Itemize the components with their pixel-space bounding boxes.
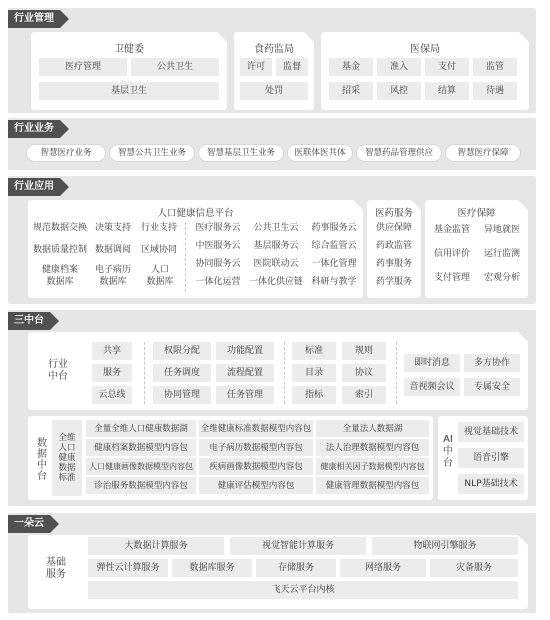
item-settlement: 结算 bbox=[425, 82, 469, 100]
medical-security-panel bbox=[425, 200, 528, 298]
elastic-compute-service: 弹性云计算服务 bbox=[88, 559, 168, 577]
disaster-recovery-service: 灾备服务 bbox=[430, 559, 518, 577]
item-public-health: 公共卫生 bbox=[131, 58, 219, 76]
data-cell-3-0: 诊治服务数据模型内容包 bbox=[86, 477, 196, 494]
mid-av-meeting: 音视频会议 bbox=[404, 378, 460, 396]
data-cell-3-1: 健康评估模型内容包 bbox=[199, 477, 313, 494]
data-cell-3-2: 健康管理数据模型内容包 bbox=[316, 477, 429, 494]
item-supervision: 监督 bbox=[276, 58, 308, 76]
cloud-tag: 一朵云 bbox=[8, 515, 50, 533]
integrated-supply-chain: 一体化供应链 bbox=[248, 277, 303, 287]
mid-instant-message: 即时消息 bbox=[404, 354, 460, 372]
mid-index: 索引 bbox=[342, 386, 386, 404]
cloud-collab: 协同服务云 bbox=[195, 259, 241, 269]
mid-divider-2 bbox=[284, 342, 285, 404]
vision-compute-service: 视觉智能计算服务 bbox=[230, 537, 366, 555]
population-platform-title: 人口健康信息平台 bbox=[157, 208, 234, 219]
item-procurement: 招采 bbox=[329, 82, 373, 100]
industry-middle-label bbox=[38, 359, 78, 383]
ai-nlp-tech: NLP基础技术 bbox=[458, 474, 524, 494]
data-cell-1-1: 电子病历数据模型内容包 bbox=[199, 439, 313, 456]
health-commission-title: 卫健委 bbox=[114, 44, 144, 55]
app-health-record-db-label: 健康档案 数据库 bbox=[41, 265, 78, 287]
medical-insurance-panel bbox=[321, 32, 529, 110]
item-penalty: 处罚 bbox=[240, 82, 308, 100]
item-medical-management: 医疗管理 bbox=[39, 58, 127, 76]
data-cell-2-0: 人口健康画像数据模型内容包 bbox=[86, 458, 196, 475]
app-regional-collab: 区域协同 bbox=[140, 245, 177, 255]
industry-apps-section bbox=[8, 176, 536, 304]
app-population-db-label: 人口 数据库 bbox=[146, 265, 174, 287]
mid-divider-3 bbox=[396, 342, 397, 404]
remote-treatment: 异地就医 bbox=[483, 225, 520, 235]
data-standard-label bbox=[52, 420, 82, 496]
app-population-db bbox=[140, 264, 180, 288]
mid-catalog: 目录 bbox=[292, 364, 336, 382]
credit-evaluation: 信用评价 bbox=[433, 249, 470, 259]
food-drug-title: 食药监局 bbox=[254, 44, 294, 55]
macro-analysis: 宏观分析 bbox=[483, 273, 520, 283]
platform-divider bbox=[185, 222, 186, 292]
research-teaching: 科研与教学 bbox=[311, 277, 357, 287]
mid-standard: 标准 bbox=[292, 342, 336, 360]
business-smart-primary-health: 智慧基层卫生业务 bbox=[198, 144, 284, 162]
iot-engine-service: 物联网引擎服务 bbox=[372, 537, 518, 555]
data-cell-0-2: 全量法人数据湖 bbox=[316, 420, 429, 437]
drug-regulation: 药政监管 bbox=[375, 241, 412, 251]
integrated-management: 一体化管理 bbox=[311, 259, 357, 269]
item-risk-control: 风控 bbox=[377, 82, 421, 100]
mid-multi-collab: 多方协作 bbox=[464, 354, 520, 372]
data-middle-panel bbox=[28, 416, 433, 500]
cloud-primary: 基层服务云 bbox=[253, 241, 299, 251]
mid-task-schedule: 任务调度 bbox=[153, 364, 211, 382]
mid-rule: 规则 bbox=[342, 342, 386, 360]
business-smart-public-health: 智慧公共卫生业务 bbox=[109, 144, 195, 162]
mid-indicator: 指标 bbox=[292, 386, 336, 404]
integrated-operation: 一体化运营 bbox=[195, 277, 241, 287]
cloud-supervision: 综合监管云 bbox=[311, 241, 357, 251]
industry-management-tag: 行业管理 bbox=[8, 10, 60, 28]
cloud-label bbox=[34, 557, 78, 581]
payment-management: 支付管理 bbox=[433, 273, 470, 283]
business-smart-medical-security: 智慧医疗保障 bbox=[445, 144, 521, 162]
three-platforms-section bbox=[8, 310, 536, 506]
mid-permission: 权限分配 bbox=[153, 342, 211, 360]
app-emr-db-label: 电子病历 数据库 bbox=[94, 265, 131, 287]
app-data-exchange: 规范数据交换 bbox=[32, 223, 87, 233]
mid-share: 共享 bbox=[92, 342, 132, 360]
mid-cloud-bus: 云总线 bbox=[92, 386, 132, 404]
data-middle-label: 数据中台 bbox=[37, 438, 47, 482]
cloud-pharmacy: 药事服务云 bbox=[311, 223, 357, 233]
industry-middle-panel bbox=[28, 332, 528, 410]
cloud-label-text: 基础 服务 bbox=[46, 557, 66, 580]
medical-insurance-title: 医保局 bbox=[410, 44, 440, 55]
health-commission-panel bbox=[31, 32, 227, 110]
mid-protocol: 协议 bbox=[342, 364, 386, 382]
ai-speech-engine: 语音引擎 bbox=[458, 448, 524, 468]
industry-business-tag: 行业业务 bbox=[8, 120, 60, 138]
mid-task-management: 任务管理 bbox=[216, 386, 274, 404]
data-cell-0-1: 全维健康标准数据模型内容包 bbox=[199, 420, 313, 437]
feitian-kernel: 飞天云平台内核 bbox=[88, 581, 518, 599]
app-decision-support: 决策支持 bbox=[94, 223, 131, 233]
app-health-record-db bbox=[32, 264, 88, 288]
pharmacy-service: 药学服务 bbox=[375, 277, 412, 287]
mid-service: 服务 bbox=[92, 364, 132, 382]
ai-vision-tech: 视觉基础技术 bbox=[458, 422, 524, 442]
data-cell-2-2: 健康相关因子数据模型内容包 bbox=[316, 458, 429, 475]
medical-security-title: 医疗保障 bbox=[457, 208, 496, 219]
cloud-section bbox=[8, 513, 536, 613]
cloud-panel bbox=[28, 535, 528, 609]
mid-function-config: 功能配置 bbox=[216, 342, 274, 360]
database-service: 数据库服务 bbox=[172, 559, 252, 577]
mid-divider-1 bbox=[144, 342, 145, 404]
fund-supervision: 基金监管 bbox=[433, 225, 470, 235]
app-data-quality: 数据质量控制 bbox=[32, 245, 87, 255]
industry-business-section bbox=[8, 118, 536, 170]
mid-collab-management: 协同管理 bbox=[153, 386, 211, 404]
item-regulation: 监管 bbox=[473, 58, 517, 76]
population-platform-panel bbox=[28, 200, 363, 298]
business-smart-medical: 智慧医疗业务 bbox=[26, 144, 106, 162]
item-primary-health: 基层卫生 bbox=[39, 82, 219, 100]
item-license: 许可 bbox=[240, 58, 272, 76]
ai-middle-label: AI中台 bbox=[443, 434, 453, 469]
mid-dedicated-security: 专属安全 bbox=[464, 378, 520, 396]
app-data-access: 数据调阅 bbox=[94, 245, 131, 255]
network-service: 网络服务 bbox=[340, 559, 426, 577]
app-emr-db bbox=[88, 264, 138, 288]
three-platforms-tag: 三中台 bbox=[8, 312, 50, 330]
industry-management-section bbox=[8, 8, 536, 113]
item-fund: 基金 bbox=[329, 58, 373, 76]
food-drug-panel bbox=[234, 32, 314, 110]
cloud-medical-service: 医疗服务云 bbox=[195, 223, 241, 233]
drug-services-title: 医药服务 bbox=[374, 208, 413, 219]
operation-monitoring: 运行监测 bbox=[483, 249, 520, 259]
data-cell-1-0: 健康档案数据模型内容包 bbox=[86, 439, 196, 456]
app-industry-support: 行业支持 bbox=[140, 223, 177, 233]
data-standard-label-text: 全维人口健康数据标准 bbox=[58, 433, 76, 483]
mid-process-config: 流程配置 bbox=[216, 364, 274, 382]
business-smart-drug-supply: 智慧药品管理供应 bbox=[356, 144, 442, 162]
business-medical-alliance: 医联体医共体 bbox=[287, 144, 353, 162]
bigdata-compute-service: 大数据计算服务 bbox=[88, 537, 224, 555]
industry-apps-tag: 行业应用 bbox=[8, 178, 60, 196]
ai-middle-panel bbox=[438, 416, 528, 500]
drug-supply: 供应保障 bbox=[375, 223, 412, 233]
drug-services-panel bbox=[367, 200, 421, 298]
cloud-public-health: 公共卫生云 bbox=[253, 223, 299, 233]
data-cell-2-1: 疾病画像数据模型内容包 bbox=[199, 458, 313, 475]
drug-affairs: 药事服务 bbox=[375, 259, 412, 269]
item-payment: 支付 bbox=[425, 58, 469, 76]
data-cell-1-2: 法人治理数据模型内容包 bbox=[316, 439, 429, 456]
cloud-tcm: 中医服务云 bbox=[195, 241, 241, 251]
data-cell-0-0: 全量全维人口健康数据湖 bbox=[86, 420, 196, 437]
item-access: 准入 bbox=[377, 58, 421, 76]
cloud-hospital-link: 医院联动云 bbox=[253, 259, 299, 269]
item-benefits: 待遇 bbox=[473, 82, 517, 100]
storage-service: 存储服务 bbox=[256, 559, 336, 577]
industry-middle-label-text: 行业 中台 bbox=[48, 359, 68, 382]
